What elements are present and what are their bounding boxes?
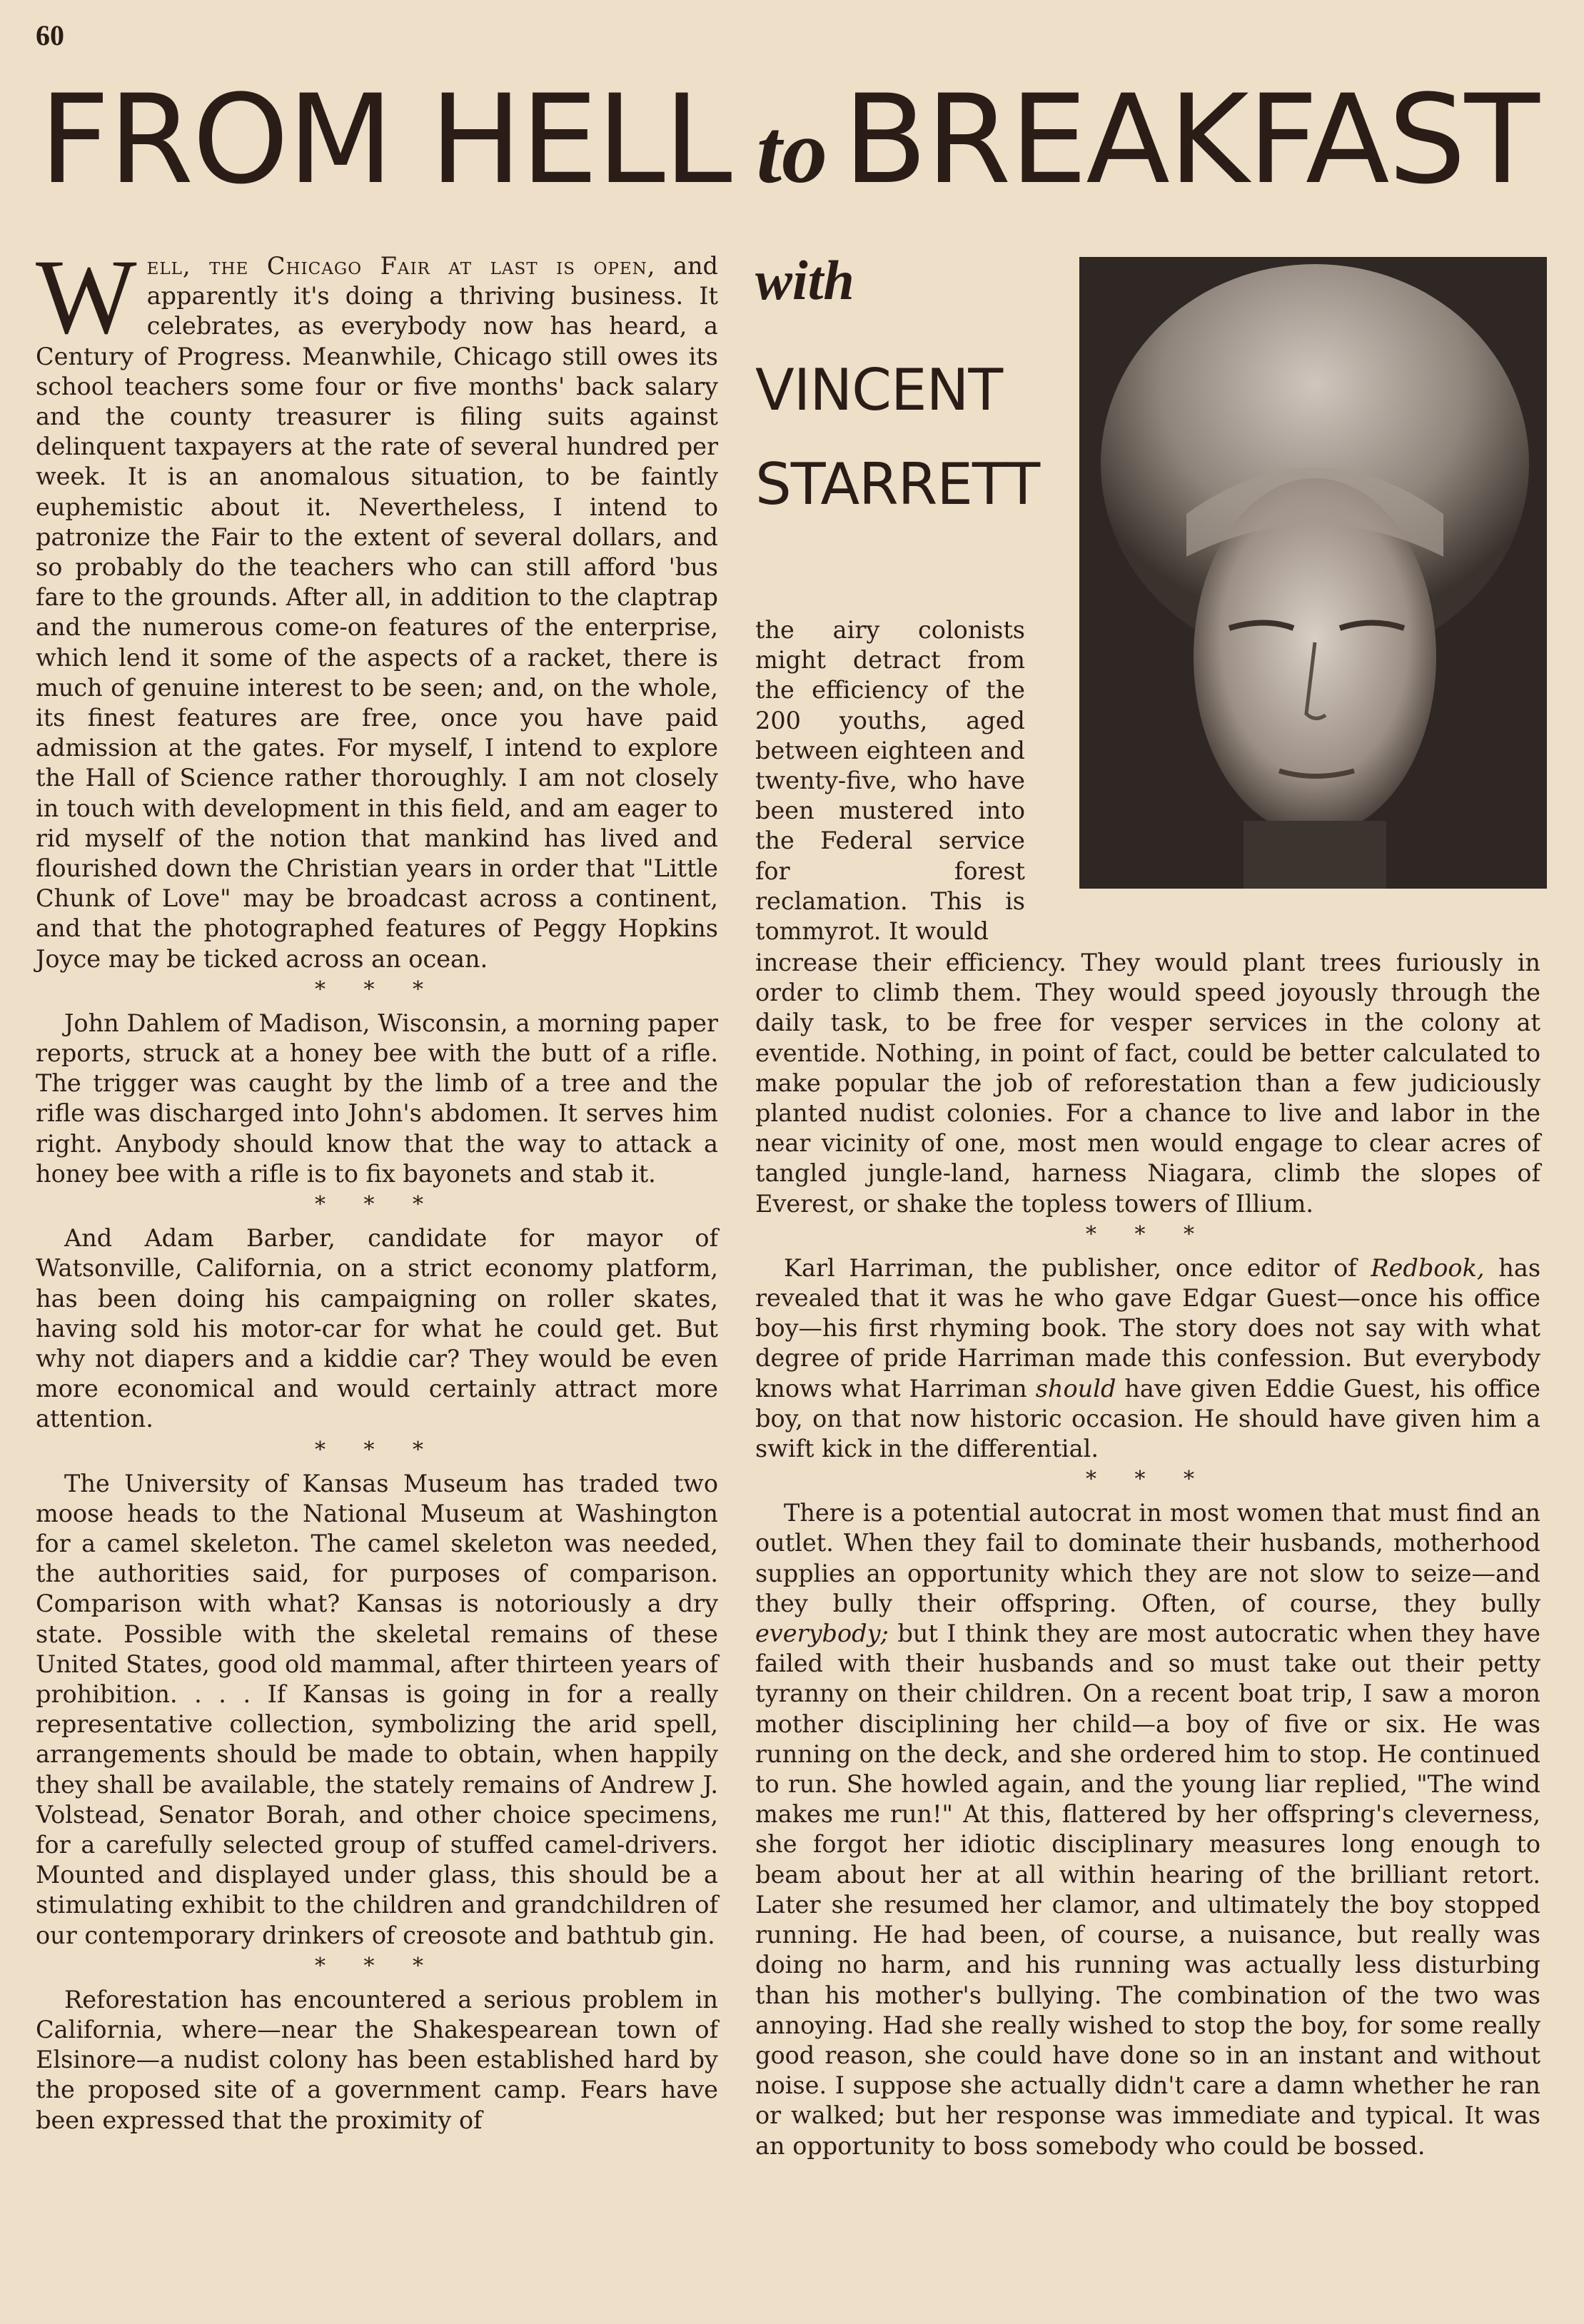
harriman-text-3: have given Eddie Guest, his office boy, on that now historic occasion. He should have given him a swift kick in the differential. xyxy=(755,1374,1541,1463)
section-separator: * * * xyxy=(314,976,440,1002)
article-title xyxy=(39,68,1574,211)
author-first-name: VINCENT xyxy=(755,357,1003,423)
left-column xyxy=(36,238,718,2136)
kansas-paragraph: The University of Kansas Museum has traded two moose heads to the National Museum at Washington for a camel skeleton. The camel skeleton was needed, the authorities said, for purposes of comparison. Comparison with what? Kansas is notoriously a dry state. Possible with the skeletal remains of these United States, good old mammal, after thirteen years of prohibition. . . . If Kansas is going in for a really representative collection, symbolizing the arid spell, arrangements should be made to obtain, when happily they shall be available, the stately remains of Andrew J. Volstead, Senator Borah, and other choice specimens, for a carefully selected group of stuffed camel-drivers. Mounted and displayed under glass, this should be a stimulating exhibit to the children and grandchildren of our contemporary drinkers of creosote and bathtub gin. xyxy=(36,1469,718,1949)
everybody-emphasis: everybody; xyxy=(755,1620,889,1648)
dahlem-paragraph: John Dahlem of Madison, Wisconsin, a morning paper reports, struck at a honey bee with the butt of a rifle. The trigger was caught by the limb of a tree and the rifle was discharged into John's abdomen. It serves him right. Anybody should know that the way to attack a honey bee with a rifle is to fix bayonets and stab it. xyxy=(36,1009,718,1188)
author-last-name: STARRETT xyxy=(755,451,1040,517)
reforestation-paragraph-middle: the airy colonists might detract from the efficiency of the 200 youths, aged between eighteen and twenty-five, who have been mustered into the Federal service for forest reclamation. This is tommyrot. It would xyxy=(755,616,1025,946)
autocrat-text-1: There is a potential autocrat in most women that must find an outlet. When they fail to dominate their husbands, motherhood supplies an opportunity which they are not slow to seize—and they bully their offspring. Often, of course, they bully xyxy=(755,1499,1540,1617)
section-separator: * * * xyxy=(1085,1221,1211,1247)
right-column xyxy=(755,948,1540,2161)
author-portrait-icon xyxy=(1079,257,1547,889)
autocrat-text-2: but I think they are most autocratic when they have failed with their husbands and so must take out their petty tyranny on their children. On a recent boat trip, I saw a moron mother disciplining her child—a boy of five or six. He was running on the deck, and she ordered him to stop. He continued to run. She howled again, and the young liar replied, "The wind makes me run!" At this, flattered by her offspring's cleverness, she forgot her idiotic disciplinary measures long enough to beam about her at all within hearing of the brilliant retort. Later she resumed her clamor, and ultimately the boy stopped running. He had been, of course, a nuisance, but really was doing no harm, and his running was actually less disturbing than his mother's bullying. The combination of the two was annoying. Had she really wished to stop the boy, for some really good reason, she could have done so in an instant and without noise. I suppose she actually didn't care a damn whether he ran or walked; but her response was immediate and typical. It was an opportunity to boss somebody who could be bossed. xyxy=(755,1620,1540,2160)
autocrat-paragraph xyxy=(755,1498,1540,2161)
drop-cap: W xyxy=(36,238,137,356)
section-separator: * * * xyxy=(314,1953,440,1979)
title-part-from-hell: FROM HELL xyxy=(39,68,731,211)
harriman-paragraph xyxy=(755,1253,1540,1464)
reforestation-paragraph-start: Reforestation has encountered a serious problem in California, where—near the Shakespearean town of Elsinore—a nudist colony has been established hard by the proposed site of a government camp. Fears have been expressed that the proximity of xyxy=(36,1985,718,2134)
page-number: 60 xyxy=(36,19,64,51)
reforestation-paragraph-end: increase their efficiency. They would plant trees furiously in order to climb them. They would speed joyously through the daily task, to be free for vesper services in the colony at eventide. Nothing, in point of fact, could be better calculated to make popular the job of reforestation than a few judiciously planted nudist colonies. For a chance to live and labor in the near vicinity of one, most men would engage to clear acres of tangled jungle-land, harness Niagara, climb the slopes of Everest, or shake the topless towers of Illium. xyxy=(755,949,1540,1218)
section-separator: * * * xyxy=(314,1437,440,1462)
harriman-text-2: has revealed that it was he who gave Edgar Guest—once his office boy—his first rhyming book. The story does not say with what degree of pride Harriman made this confession. But everybody knows what Harriman xyxy=(755,1253,1541,1403)
section-separator: * * * xyxy=(314,1192,440,1218)
should-emphasis: should xyxy=(1035,1374,1116,1403)
title-part-breakfast: BREAKFAST xyxy=(843,68,1538,211)
author-portrait-photo xyxy=(1079,257,1547,889)
intro-lead: ell, the Chicago Fair at last is open, xyxy=(146,252,656,280)
barber-paragraph: And Adam Barber, candidate for mayor of Watsonville, California, on a strict economy platform, has been doing his campaigning on roller skates, having sold his motor-car for what he could get. But why not diapers and a kiddie car? They would be even more economical and would certainly attract more attention. xyxy=(36,1224,718,1433)
section-separator: * * * xyxy=(1085,1467,1211,1492)
byline-with: with xyxy=(755,249,854,311)
harriman-text-1: Karl Harriman, the publisher, once editor of xyxy=(784,1253,1357,1282)
intro-text: and apparently it's doing a thriving business. It celebrates, as everybody now has heard, a Century of Progress. Meanwhile, Chicago still owes its school teachers some four or five months' back salary and the county treasurer is filing suits against delinquent taxpayers at the rate of several hundred per week. It is an anomalous situation, to be faintly euphemistic about it. Nevertheless, I intend to patronize the Fair to the extent of several dollars, and so probably do the teachers who can still afford 'bus fare to the grounds. After all, in addition to the claptrap and the numerous come-on features of the enterprise, which lend it some of the aspects of a racket, there is much of genuine interest to be seen; and, on the whole, its finest features are free, once you have paid admission at the gates. For myself, I intend to explore the Hall of Science rather thoroughly. I am not closely in touch with development in this field, and am eager to rid myself of the notion that mankind has lived and flourished down the Christian years in order that "Little Chunk of Love" may be broadcast across a continent, and that the photographed features of Peggy Hopkins Joyce may be ticked across an ocean. xyxy=(36,252,718,973)
middle-narrow-column xyxy=(755,615,1025,946)
redbook-title: Redbook, xyxy=(1371,1253,1485,1282)
intro-paragraph xyxy=(36,238,718,974)
title-part-to: to xyxy=(756,101,828,202)
